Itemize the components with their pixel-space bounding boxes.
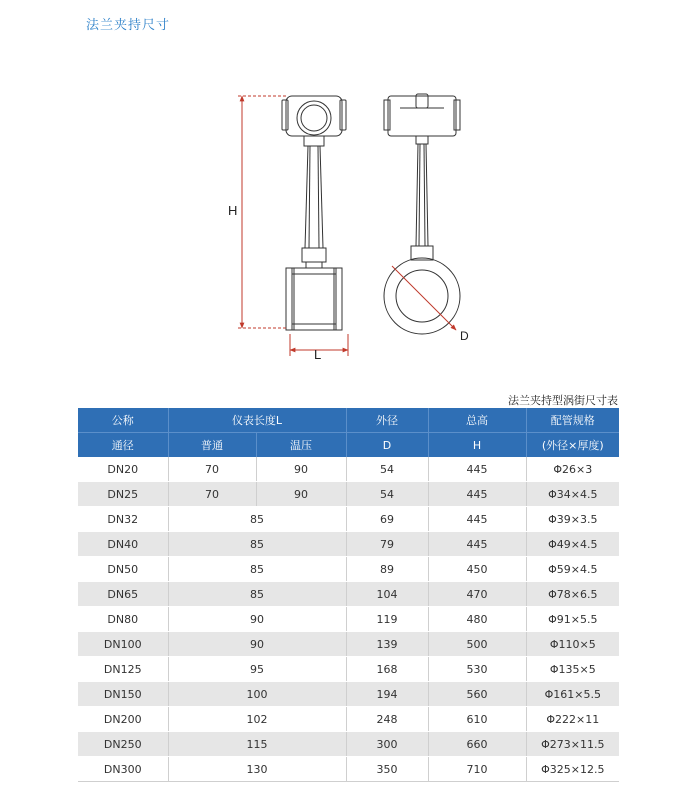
cell-outer-d: 350 [346, 757, 428, 782]
header-pipe-top: 配管规格 [526, 408, 619, 433]
flowmeter-dimension-drawing [220, 78, 490, 368]
header-nominal-top: 公称 [78, 408, 168, 433]
cell-dn: DN250 [78, 732, 168, 757]
cell-height-h: 500 [428, 632, 526, 657]
cell-length: 100 [168, 682, 346, 707]
cell-dn: DN300 [78, 757, 168, 782]
cell-dn: DN200 [78, 707, 168, 732]
cell-length: 85 [168, 507, 346, 532]
table-caption: 法兰夹持型涡街尺寸表 [508, 394, 618, 407]
cell-height-h: 710 [428, 757, 526, 782]
cell-outer-d: 79 [346, 532, 428, 557]
cell-outer-d: 248 [346, 707, 428, 732]
cell-dn: DN100 [78, 632, 168, 657]
cell-length-normal: 70 [168, 482, 256, 507]
cell-dn: DN50 [78, 557, 168, 582]
cell-length: 95 [168, 657, 346, 682]
cell-height-h: 445 [428, 482, 526, 507]
cell-outer-d: 54 [346, 482, 428, 507]
table-row [78, 632, 619, 657]
cell-length: 85 [168, 582, 346, 607]
cell-pipe: Φ49×4.5 [526, 532, 619, 557]
table-row [78, 607, 619, 632]
cell-dn: DN40 [78, 532, 168, 557]
header-nominal-bottom: 通径 [78, 433, 168, 458]
table-row [78, 707, 619, 732]
cell-length: 115 [168, 732, 346, 757]
front-view [282, 96, 346, 330]
cell-height-h: 530 [428, 657, 526, 682]
cell-outer-d: 54 [346, 457, 428, 482]
cell-height-h: 445 [428, 457, 526, 482]
cell-pipe: Φ26×3 [526, 457, 619, 482]
header-height-bottom: H [428, 433, 526, 458]
cell-dn: DN65 [78, 582, 168, 607]
cell-pipe: Φ161×5.5 [526, 682, 619, 707]
cell-height-h: 445 [428, 507, 526, 532]
header-outer-top: 外径 [346, 408, 428, 433]
cell-outer-d: 69 [346, 507, 428, 532]
cell-height-h: 470 [428, 582, 526, 607]
cell-height-h: 610 [428, 707, 526, 732]
cell-outer-d: 194 [346, 682, 428, 707]
cell-outer-d: 119 [346, 607, 428, 632]
dimension-label-h: H [228, 203, 238, 218]
table-row [78, 482, 619, 507]
table-row [78, 757, 619, 782]
cell-pipe: Φ135×5 [526, 657, 619, 682]
header-height-top: 总高 [428, 408, 526, 433]
header-outer-bottom: D [346, 433, 428, 458]
header-length-normal: 普通 [168, 433, 256, 458]
dimension-label-l: L [314, 347, 322, 362]
cell-dn: DN32 [78, 507, 168, 532]
cell-pipe: Φ59×4.5 [526, 557, 619, 582]
cell-length-temp: 90 [256, 482, 346, 507]
cell-dn: DN25 [78, 482, 168, 507]
table-row [78, 557, 619, 582]
cell-length: 85 [168, 532, 346, 557]
cell-outer-d: 89 [346, 557, 428, 582]
cell-height-h: 445 [428, 532, 526, 557]
cell-height-h: 660 [428, 732, 526, 757]
dimension-table [78, 408, 619, 782]
table-row [78, 682, 619, 707]
table-row [78, 582, 619, 607]
table-row [78, 732, 619, 757]
table-row [78, 532, 619, 557]
header-pipe-bottom: (外径×厚度) [526, 433, 619, 458]
cell-pipe: Φ325×12.5 [526, 757, 619, 782]
side-view [384, 94, 460, 334]
cell-length-temp: 90 [256, 457, 346, 482]
cell-pipe: Φ78×6.5 [526, 582, 619, 607]
cell-pipe: Φ273×11.5 [526, 732, 619, 757]
cell-height-h: 560 [428, 682, 526, 707]
header-length-temp: 温压 [256, 433, 346, 458]
cell-height-h: 480 [428, 607, 526, 632]
header-length: 仪表长度L [168, 408, 346, 433]
table-row [78, 657, 619, 682]
cell-length: 102 [168, 707, 346, 732]
dimension-label-d: D [460, 329, 469, 343]
table-row [78, 457, 619, 482]
cell-outer-d: 104 [346, 582, 428, 607]
cell-dn: DN80 [78, 607, 168, 632]
cell-outer-d: 168 [346, 657, 428, 682]
cell-outer-d: 139 [346, 632, 428, 657]
cell-pipe: Φ110×5 [526, 632, 619, 657]
cell-length: 85 [168, 557, 346, 582]
section-title: 法兰夹持尺寸 [86, 18, 171, 33]
cell-outer-d: 300 [346, 732, 428, 757]
cell-pipe: Φ34×4.5 [526, 482, 619, 507]
cell-length: 90 [168, 607, 346, 632]
cell-dn: DN125 [78, 657, 168, 682]
cell-length: 90 [168, 632, 346, 657]
cell-dn: DN20 [78, 457, 168, 482]
table-row [78, 507, 619, 532]
cell-length: 130 [168, 757, 346, 782]
cell-pipe: Φ222×11 [526, 707, 619, 732]
cell-pipe: Φ39×3.5 [526, 507, 619, 532]
cell-length-normal: 70 [168, 457, 256, 482]
cell-height-h: 450 [428, 557, 526, 582]
cell-dn: DN150 [78, 682, 168, 707]
cell-pipe: Φ91×5.5 [526, 607, 619, 632]
